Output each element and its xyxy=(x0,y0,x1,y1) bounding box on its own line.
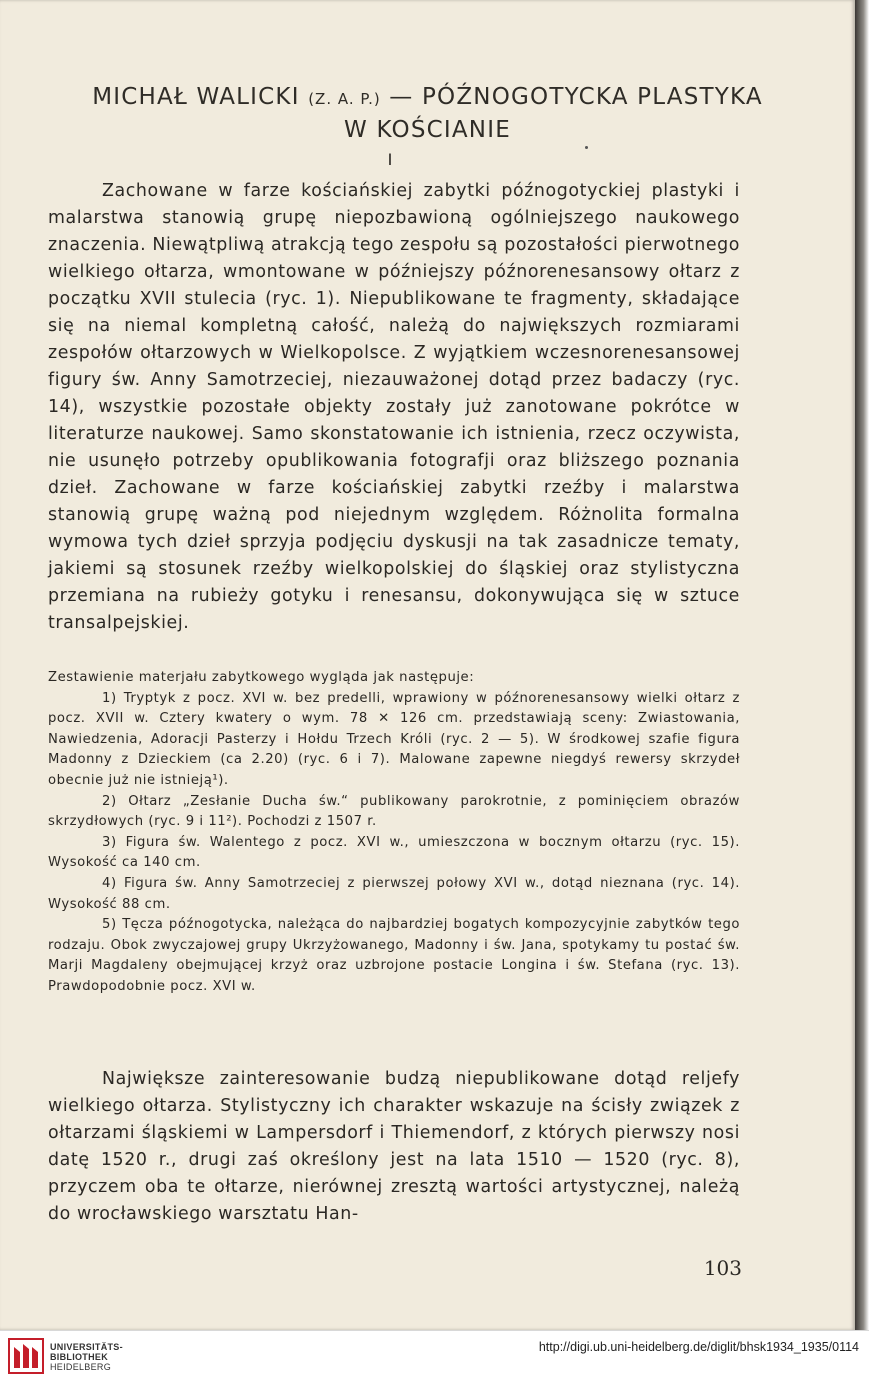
page-edge-shadow xyxy=(855,0,869,1330)
inventory-list xyxy=(48,668,740,998)
inventory-item-1: 1) Tryptyk z pocz. XVI w. bez predelli, wprawiony w późnorenesansowy wielki ołtarz z pocz. XVII w. Cztery kwatery o wym. 78 ✕ 126 cm. przedstawiają sceny: Zwiastowania, Nawiedzenia, Adoracji Pasterzy i Hołdu Trzech Króli (ryc. 2 — 5). W środkowej szafie figura Madonny z Dzieckiem (ca 2.20) (ryc. 6 i 7). Malowane zapewne niegdyś rewersy skrzydeł obecnie już nie istnieją¹). xyxy=(48,690,740,788)
title-part1: — PÓŹNOGOTYCKA PLASTYKA xyxy=(389,84,763,110)
inventory-item-4: 4) Figura św. Anny Samotrzeciej z pierwszej połowy XVI w., dotąd nieznana (ryc. 14). Wysokość 88 cm. xyxy=(48,875,740,912)
footer-bar xyxy=(0,1330,869,1392)
footer-divider xyxy=(0,1330,869,1331)
inventory-item-3: 3) Figura św. Walentego z pocz. XVI w., umieszczona w bocznym ołtarzu (ryc. 15). Wysokość ca 140 cm. xyxy=(48,834,740,871)
paragraph-intro: Zachowane w farze kościańskiej zabytki późnogotyckiej plastyki i malarstwa stanowią grupę niepozbawioną ogólniejszego naukowego znaczenia. Niewątpliwą atrakcją tego zespołu są pozostałości pierwotnego wielkiego ołtarza, wmontowane w późniejszy późnorenesansowy ołtarz z początku XVII stulecia (ryc. 1). Niepublikowane te fragmenty, składające się na niemal kompletną całość, należą do największych rozmiarami zespołów ołtarzowych w Wielkopolsce. Z wyjątkiem wczesnorenesansowej figury św. Anny Samotrzeciej, niezauważonej dotąd przez badaczy (ryc. 14), wszystkie pozostałe objekty zostały już zanotowane pokrótce w literaturze naukowej. Samo skonstatowanie ich istnienia, rzecz oczywista, nie usunęło potrzeby opublikowania fotografji oraz bliższego poznania dzieł. Zachowane w farze kościańskiej zabytki rzeźby i malarstwa stanowią grupę ważną pod niejednym względem. Różnolita formalna wymowa tych dzieł sprzyja podjęciu dyskusji na tak zasadnicze tematy, jakiemi są stosunek rzeźby wielkopolskiej do śląskiej oraz stylistyczna przemiana na rubieży gotyku i renesansu, dokonywująca się w sztuce transalpejskiej. xyxy=(48,181,740,633)
inventory-item-5: 5) Tęcza późnogotycka, należąca do najbardziej bogatych kompozycyjnie zabytków tego rodzaju. Obok zwyczajowej grupy Ukrzyżowanego, Madonny i św. Jana, spotykamy tu postać św. Marji Magdaleny obejmującej krzyż oraz uzbrojone postacie Longina i św. Stefana (ryc. 13). Prawdopodobnie pocz. XVI w. xyxy=(48,917,740,994)
heidelberg-library-logo-icon[interactable] xyxy=(8,1338,44,1374)
library-name xyxy=(50,1342,123,1372)
library-name-line2: BIBLIOTHEK xyxy=(50,1352,108,1362)
inventory-intro: Zestawienie materjału zabytkowego wygląda jak następuje: xyxy=(48,670,475,685)
inventory-item-2: 2) Ołtarz „Zesłanie Ducha św.“ publikowany parokrotnie, z pominięciem obrazów skrzydłowych (ryc. 9 i 11²). Pochodzi z 1507 r. xyxy=(48,793,740,830)
article-title-line1 xyxy=(0,84,855,110)
library-name-line3: HEIDELBERG xyxy=(50,1362,112,1372)
print-speck xyxy=(585,146,588,149)
author-name: MICHAŁ WALICKI xyxy=(92,84,300,110)
library-name-line1: UNIVERSITÄTS- xyxy=(50,1342,123,1352)
article-title-line2: W KOŚCIANIE xyxy=(344,117,511,143)
author-note: (Z. A. P.) xyxy=(308,90,381,108)
paragraph-reliefs: Największe zainteresowanie budzą niepublikowane dotąd reljefy wielkiego ołtarza. Stylistyczny ich charakter wskazuje na ścisły związek z ołtarzami śląskiemi w Lampersdorf i Thiemendorf, z których pierwszy nosi datę 1520 r., drugi zaś określony jest na lata 1510 — 1520 (ryc. 8), przyczem oba te ołtarze, nierównej zresztą wartości artystycznej, należą do wrocławskiego warsztatu Han- xyxy=(48,1069,740,1224)
page-number: 103 xyxy=(703,1256,742,1280)
source-url-link[interactable]: http://digi.ub.uni-heidelberg.de/diglit/bhsk1934_1935/0114 xyxy=(538,1340,859,1354)
section-number: I xyxy=(387,150,393,169)
